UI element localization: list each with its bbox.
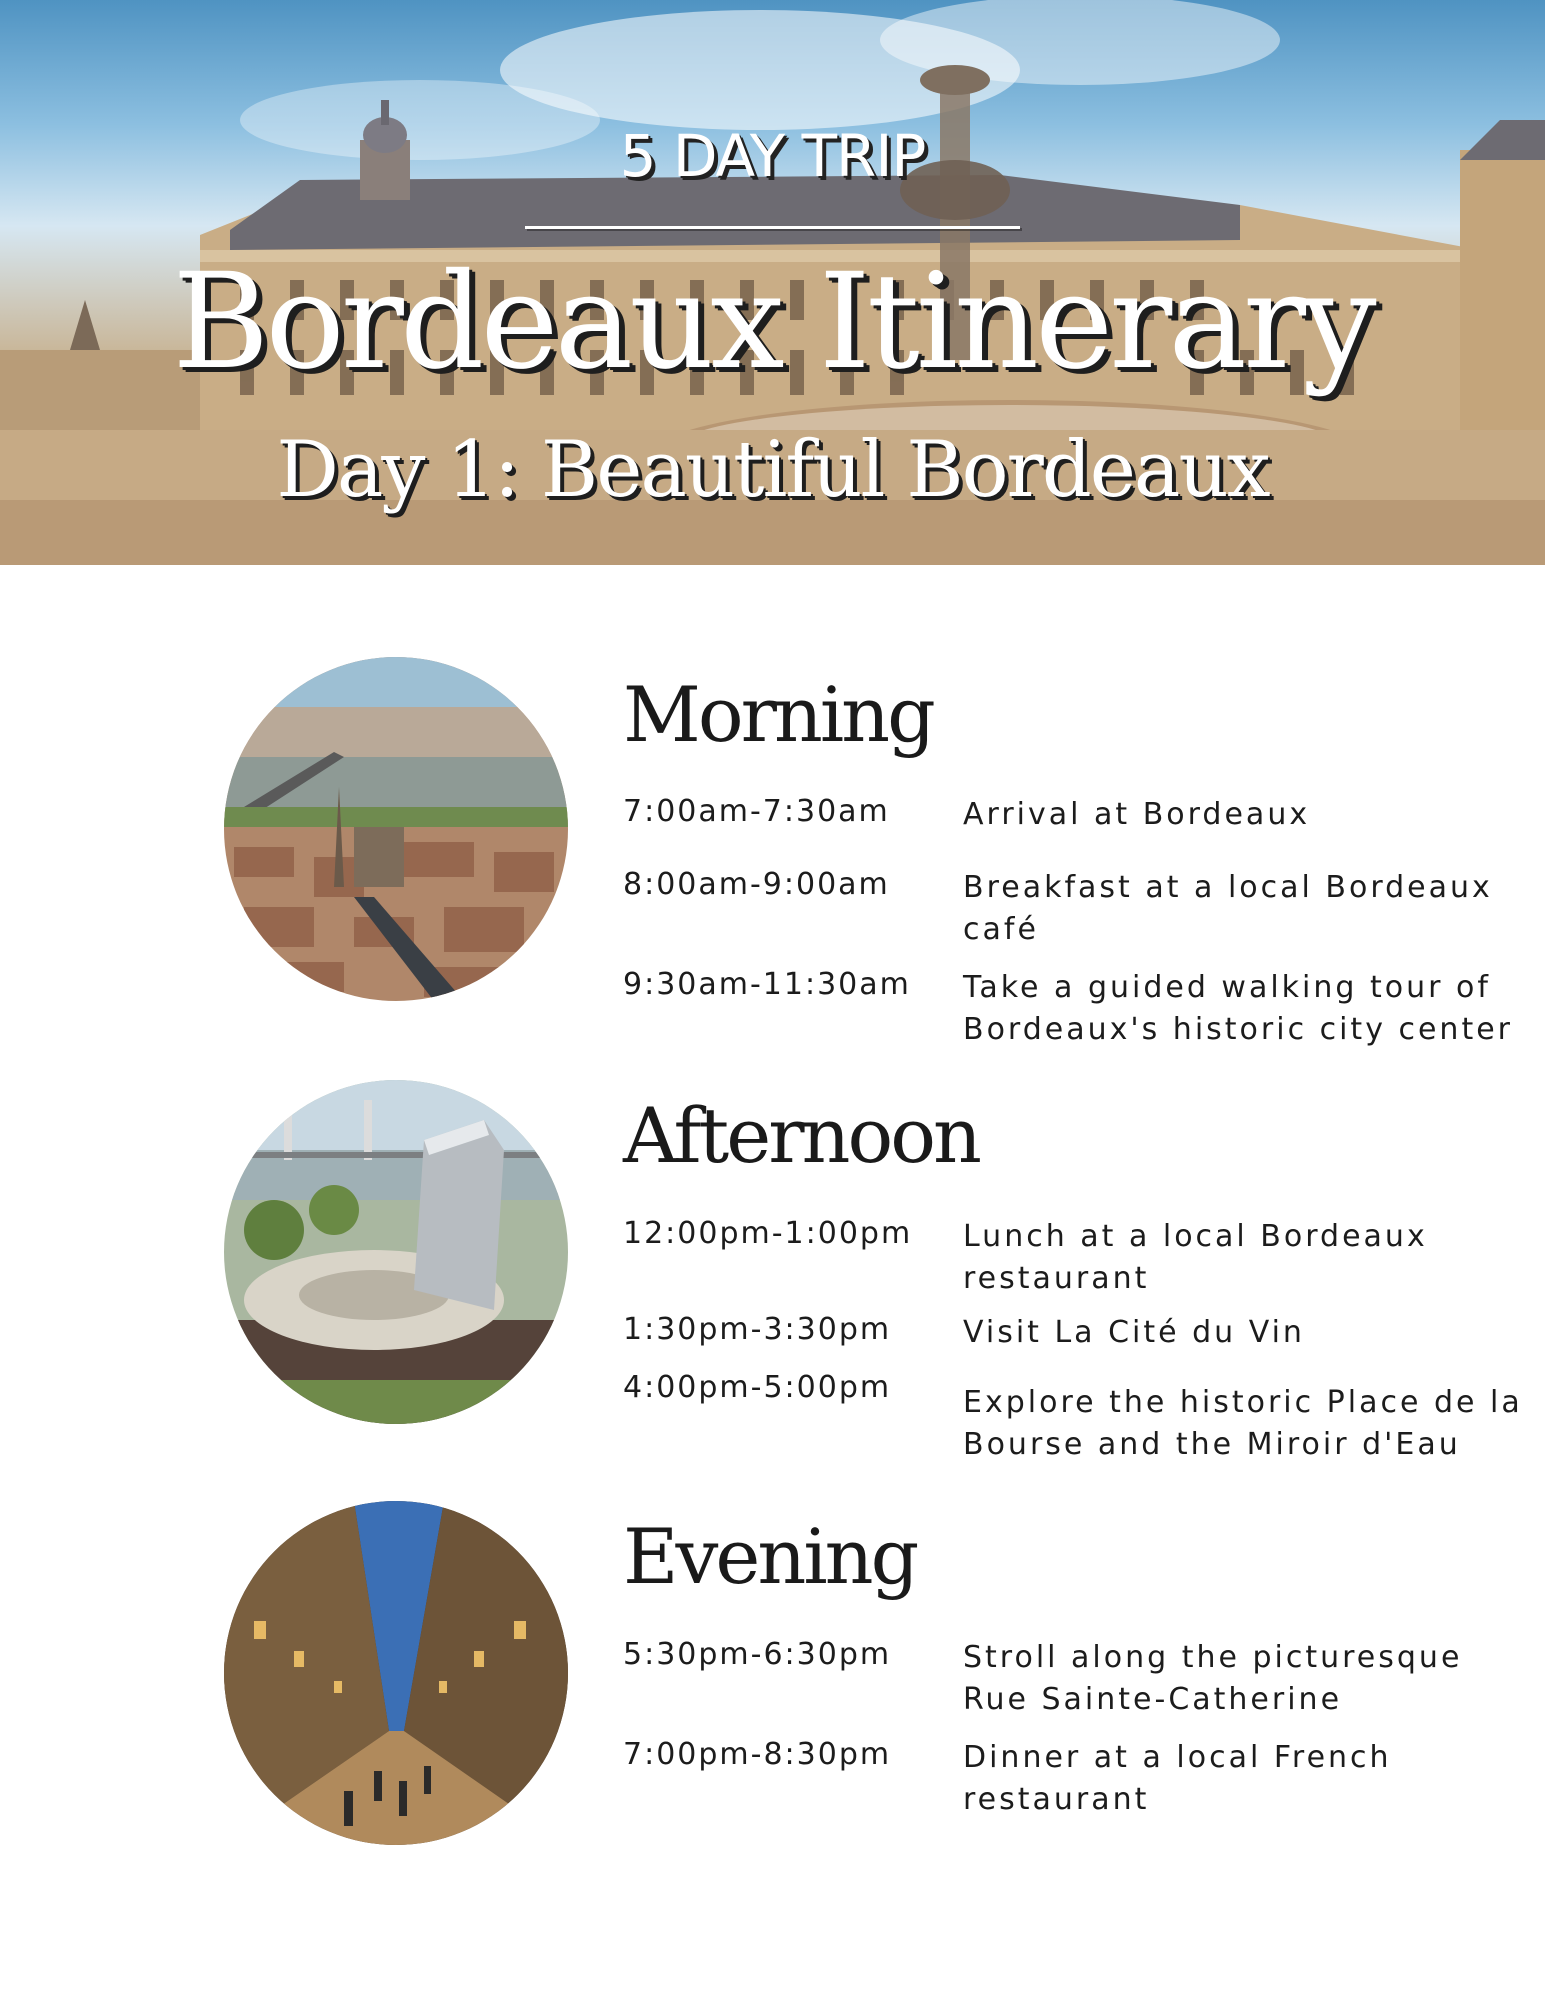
cite-du-vin-photo (224, 1080, 568, 1424)
item-activity: Stroll along the picturesque Rue Sainte-Catherine (963, 1640, 1463, 1717)
item-time: 12:00pm-1:00pm (623, 1216, 913, 1251)
title-divider (525, 226, 1020, 229)
item-time: 9:30am-11:30am (623, 967, 911, 1002)
page-title: Bordeaux Itinerary (172, 245, 1373, 399)
section-title: Morning (623, 670, 933, 759)
section-title: Evening (623, 1512, 917, 1601)
item-activity: Breakfast at a local Bordeaux café (963, 870, 1493, 947)
item-activity: Take a guided walking tour of Bordeaux's historic city center (963, 970, 1514, 1047)
bordeaux-aerial-photo (224, 657, 568, 1001)
item-time: 1:30pm-3:30pm (623, 1312, 892, 1347)
day-subtitle: Day 1: Beautiful Bordeaux (276, 425, 1269, 515)
trip-length-kicker: 5 DAY TRIP (619, 122, 926, 190)
item-activity: Dinner at a local French restaurant (963, 1740, 1392, 1817)
item-activity: Lunch at a local Bordeaux restaurant (963, 1219, 1428, 1296)
item-activity: Arrival at Bordeaux (963, 797, 1311, 832)
item-time: 7:00am-7:30am (623, 794, 890, 829)
hero-banner (0, 0, 1545, 565)
item-time: 7:00pm-8:30pm (623, 1737, 892, 1772)
item-time: 5:30pm-6:30pm (623, 1637, 892, 1672)
item-time: 4:00pm-5:00pm (623, 1370, 892, 1405)
item-activity: Visit La Cité du Vin (963, 1315, 1305, 1350)
rue-sainte-catherine-photo (224, 1501, 568, 1845)
item-time: 8:00am-9:00am (623, 867, 890, 902)
item-activity: Explore the historic Place de la Bourse and the Miroir d'Eau (963, 1385, 1523, 1462)
section-title: Afternoon (623, 1091, 979, 1180)
